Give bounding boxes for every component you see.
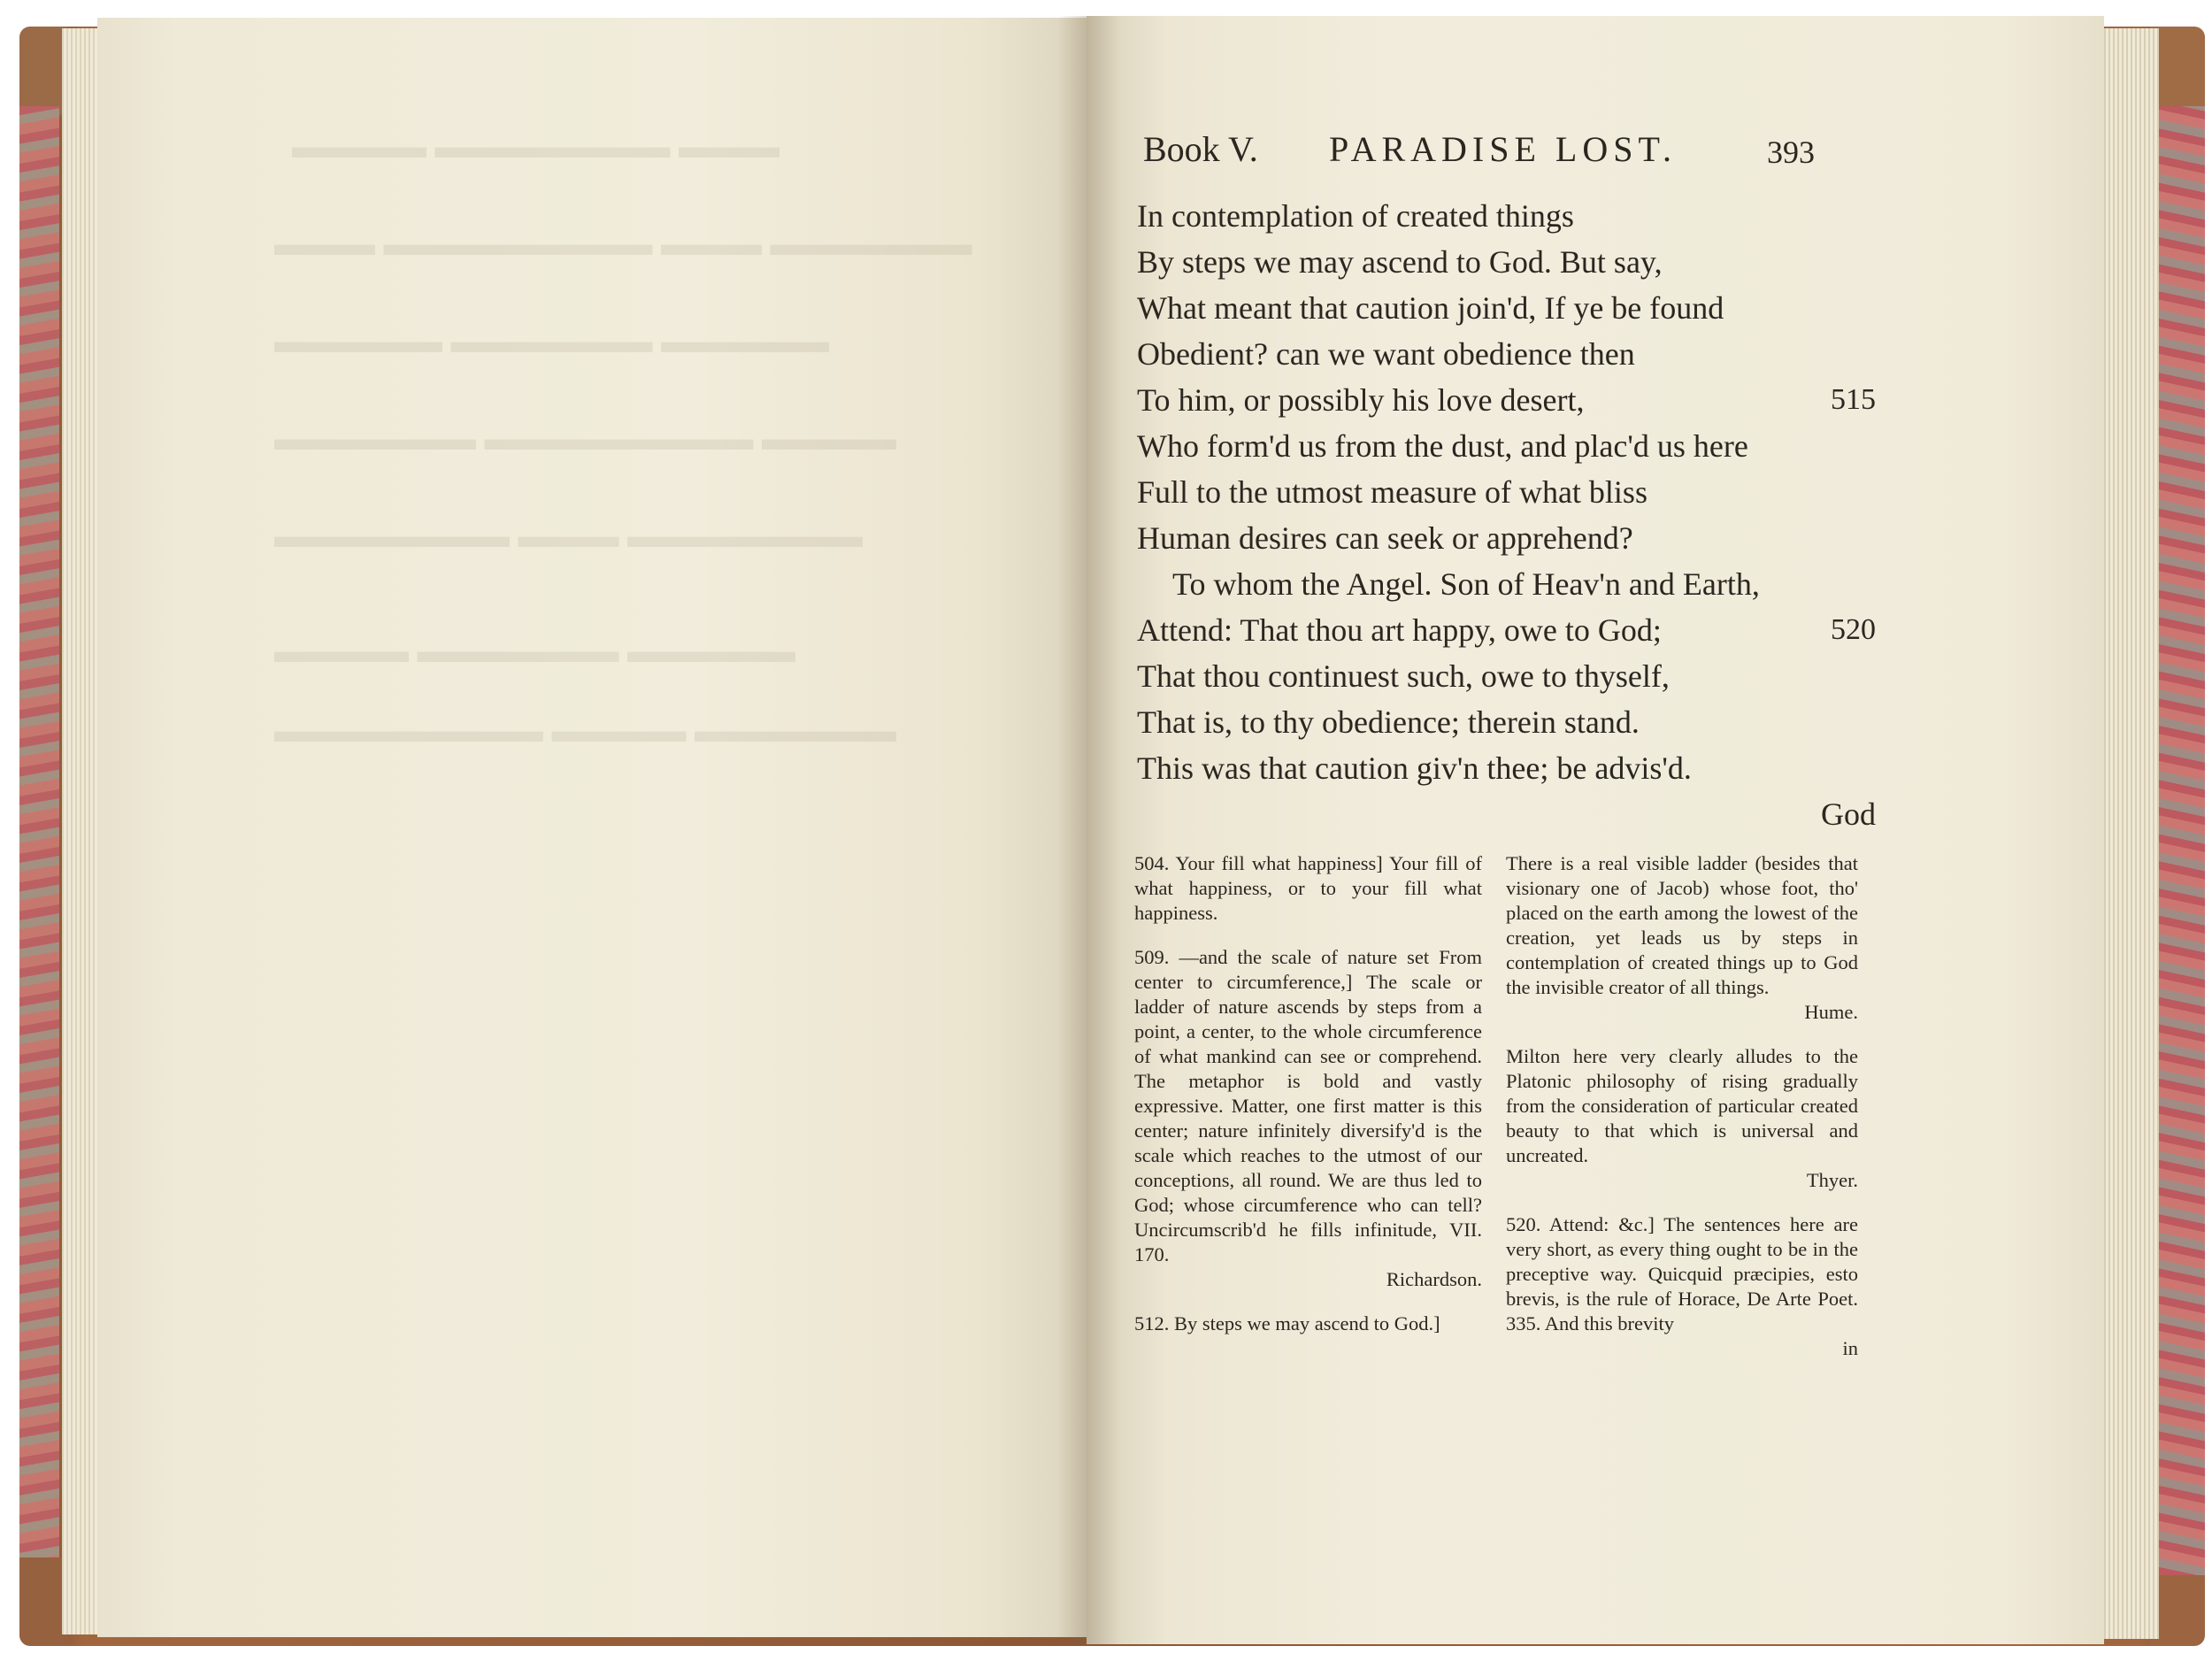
leather-corner bbox=[19, 27, 68, 115]
running-head bbox=[1143, 128, 1860, 181]
show-through-text: ▬▬▬▬▬▬▬ ▬▬▬ ▬▬▬▬▬▬▬ bbox=[274, 518, 863, 555]
marbled-board-left bbox=[19, 106, 59, 1557]
show-through-text: ▬▬▬▬▬▬ ▬▬▬▬ ▬▬▬▬▬▬▬▬ bbox=[274, 712, 896, 750]
footnote: 509. —and the scale of nature set From center to circumference,] The scale or ladder of nature ascends by steps from a point, a center, to the whole circumference of what mankind can see or comprehend. The metaphor is bold and vastly expressive. Matter, one first matter is this center; nature infinitely diversify'd is the scale which reaches to the utmost of our conceptions, all round. We are thus led to God; whose circumference who can tell? Uncircumscrib'd he fills infinitude, VII. 170. Richardson. bbox=[1134, 946, 1482, 1290]
note-attribution: Richardson. bbox=[1386, 1268, 1482, 1290]
verse-line: Attend: That thou art happy, owe to God; 520 bbox=[1137, 607, 1876, 653]
verse-line: Who form'd us from the dust, and plac'd us here bbox=[1137, 428, 1748, 464]
show-through-text: ▬▬▬▬▬▬ ▬▬▬ ▬▬▬▬▬▬▬▬ ▬▬▬ bbox=[274, 226, 972, 263]
show-through-text: ▬▬▬▬▬ ▬▬▬▬▬▬ ▬▬▬▬▬ bbox=[274, 323, 829, 360]
verse-line: By steps we may ascend to God. But say, bbox=[1137, 244, 1663, 280]
verse-line: Full to the utmost measure of what bliss bbox=[1137, 474, 1647, 510]
verse-line: To him, or possibly his love desert, 515 bbox=[1137, 377, 1876, 423]
verse-line: Obedient? can we want obedience then bbox=[1137, 336, 1635, 372]
footnote: 504. Your fill what happiness] Your fill of what happiness, or to your fill what happiness. bbox=[1134, 852, 1482, 924]
verse-line: That is, to thy obedience; therein stand. bbox=[1137, 704, 1640, 740]
show-through-text: ▬▬▬ ▬▬▬▬▬▬▬ ▬▬▬▬ bbox=[292, 128, 780, 165]
verse-line: That thou continuest such, owe to thyself, bbox=[1137, 658, 1670, 694]
verse-line: What meant that caution join'd, If ye be found bbox=[1137, 290, 1724, 326]
footnote: 520. Attend: &c.] The sentences here are very short, as every thing ought to be in the preceptive way. Quicquid præcipies, esto brevis, is the rule of Horace, De Arte Poet. 335. And this brevity bbox=[1506, 1213, 1858, 1334]
left-page bbox=[97, 18, 1097, 1637]
footnote-catchword: in bbox=[1842, 1337, 1858, 1359]
note-attribution: Thyer. bbox=[1806, 1169, 1858, 1191]
show-through-text: ▬▬▬▬ ▬▬▬▬▬▬▬▬ ▬▬▬▬▬▬ bbox=[274, 420, 896, 458]
line-number: 515 bbox=[1831, 383, 1876, 416]
verse-line: In contemplation of created things bbox=[1137, 198, 1574, 234]
show-through-text: ▬▬▬▬▬ ▬▬▬▬▬▬ ▬▬▬▬ bbox=[274, 633, 795, 670]
catchword: God bbox=[1821, 796, 1876, 832]
verse-line: This was that caution giv'n thee; be advis'd. bbox=[1137, 750, 1692, 786]
footnotes-right-column bbox=[1506, 851, 1858, 1381]
footnote: 512. By steps we may ascend to God.] bbox=[1134, 1312, 1440, 1334]
book-number: Book V. bbox=[1143, 129, 1258, 169]
leather-corner bbox=[19, 1557, 68, 1646]
page-number: 393 bbox=[1767, 135, 1815, 170]
running-title: PARADISE LOST. bbox=[1329, 129, 1677, 169]
marbled-board-right bbox=[2159, 106, 2205, 1575]
footnote: Milton here very clearly alludes to the Platonic philosophy of rising gradually from the consideration of particular created beauty to that which is universal and uncreated. Thyer. bbox=[1506, 1045, 1858, 1191]
gutter-shadow bbox=[1057, 16, 1119, 1644]
verse-line: To whom the Angel. Son of Heav'n and Earth, bbox=[1172, 566, 1760, 602]
verse-line: Human desires can seek or apprehend? bbox=[1137, 520, 1633, 556]
footnotes-left-column bbox=[1134, 851, 1482, 1356]
line-number: 520 bbox=[1831, 613, 1876, 646]
poem-text bbox=[1137, 193, 1876, 837]
footnote: There is a real visible ladder (besides that visionary one of Jacob) whose foot, tho' placed on the earth among the lowest of the creation, yet leads us by steps in contemplation of created things up to God the invisible creator of all things. Hume. bbox=[1506, 852, 1858, 1023]
note-attribution: Hume. bbox=[1804, 1001, 1858, 1023]
